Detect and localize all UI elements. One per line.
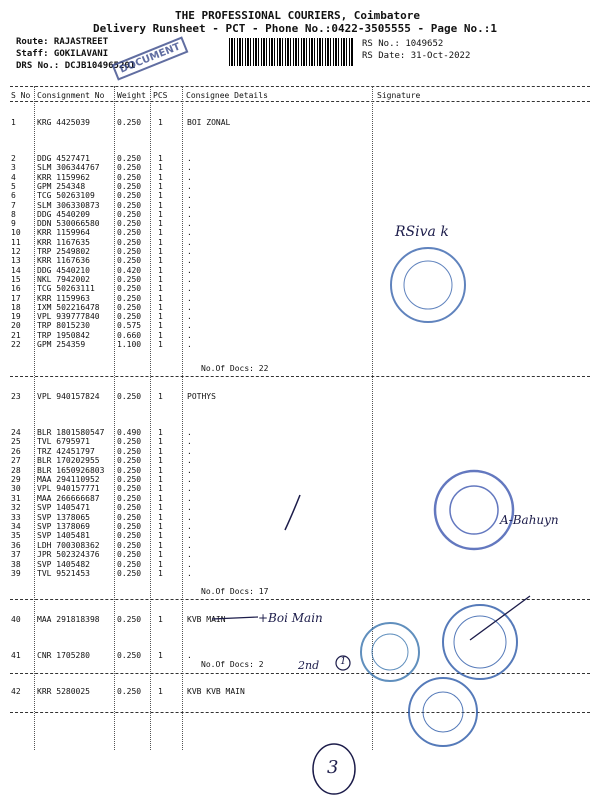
row-details: . <box>187 154 192 163</box>
row-consignment: KRR 1159964 <box>37 228 90 238</box>
row-weight: 1.100 <box>117 340 142 349</box>
row-pcs: 1 <box>158 522 163 531</box>
row-pcs: 1 <box>158 340 163 349</box>
row-weight: 0.250 <box>117 312 142 322</box>
row-pcs: 1 <box>158 284 163 294</box>
row-pcs: 1 <box>158 512 163 522</box>
row-consignment: TCG 50263111 <box>37 284 95 294</box>
row-details: . <box>187 493 192 503</box>
row-weight: 0.250 <box>117 219 142 229</box>
row-details: . <box>187 522 192 531</box>
row-consignment: DDG 4527471 <box>37 154 90 163</box>
row-sno: 4 <box>11 172 16 182</box>
row-sno: 29 <box>11 475 21 484</box>
row-details: . <box>187 340 192 349</box>
row-details: KVB MAIN <box>187 615 226 624</box>
row-sno: 10 <box>11 228 21 238</box>
row-weight: 0.250 <box>117 118 142 127</box>
runsheet-subtitle: Delivery Runsheet - PCT - Phone No.:0422-3505555 - Page No.:1 <box>93 22 497 35</box>
row-details: . <box>187 465 192 475</box>
row-pcs: 1 <box>158 503 163 513</box>
row-weight: 0.250 <box>117 200 142 210</box>
row-consignment: TRP 8015230 <box>37 321 90 331</box>
row-weight: 0.250 <box>117 209 142 219</box>
signature-boi: RSiva k <box>395 224 449 240</box>
row-sno: 39 <box>11 569 21 578</box>
row-sno: 31 <box>11 493 21 503</box>
row-weight: 0.250 <box>117 559 142 569</box>
row-consignment: JPR 502324376 <box>37 550 100 560</box>
row-weight: 0.250 <box>117 456 142 466</box>
row-consignment: TRZ 42451797 <box>37 446 95 456</box>
row-details: . <box>187 321 192 331</box>
row-sno: 15 <box>11 274 21 284</box>
row-sno: 28 <box>11 465 21 475</box>
row-pcs: 1 <box>158 247 163 256</box>
row-sno: 25 <box>11 437 21 447</box>
row-details: . <box>187 330 192 340</box>
row-sno: 16 <box>11 284 21 294</box>
row-pcs: 1 <box>158 293 163 303</box>
row-consignment: DDG 4540209 <box>37 209 90 219</box>
row-weight: 0.490 <box>117 428 142 437</box>
row-weight: 0.250 <box>117 274 142 284</box>
row-details: . <box>187 428 192 437</box>
row-consignment: TVL 9521453 <box>37 569 90 578</box>
row-sno: 7 <box>11 200 16 210</box>
row-sno: 36 <box>11 540 21 550</box>
row-weight: 0.250 <box>117 446 142 456</box>
row-details: . <box>187 256 192 266</box>
row-consignment: TCG 50263109 <box>37 191 95 201</box>
row-details: . <box>187 531 192 541</box>
row-details: . <box>187 475 192 484</box>
row-details: . <box>187 284 192 294</box>
row-consignment: BLR 1801580547 <box>37 428 105 437</box>
row-weight: 0.660 <box>117 330 142 340</box>
group1-docs-count: No.Of Docs: 22 <box>201 364 269 373</box>
row-consignment: SVP 1378069 <box>37 522 90 531</box>
row-consignment: IXM 502216478 <box>37 302 100 312</box>
row-weight: 0.250 <box>117 181 142 191</box>
row-pcs: 1 <box>158 428 163 437</box>
row-sno: 21 <box>11 330 21 340</box>
col-header-details: Consignee Details <box>186 91 268 100</box>
row-consignment: KRR 1159963 <box>37 293 90 303</box>
row-pcs: 1 <box>158 651 163 660</box>
row-pcs: 1 <box>158 559 163 569</box>
row-pcs: 1 <box>158 531 163 541</box>
row-pcs: 1 <box>158 392 163 401</box>
row-details: KVB KVB MAIN <box>187 687 245 696</box>
row-consignment: VPL 940157771 <box>37 484 100 494</box>
row-details: . <box>187 172 192 182</box>
row-weight: 0.250 <box>117 484 142 494</box>
pen-stroke <box>285 495 300 530</box>
row-consignment: TRP 1950842 <box>37 330 90 340</box>
row-details: . <box>187 503 192 513</box>
boi-round-stamp <box>391 248 465 322</box>
row-pcs: 1 <box>158 550 163 560</box>
row-details: . <box>187 200 192 210</box>
row-sno: 22 <box>11 340 21 349</box>
row-pcs: 1 <box>158 256 163 266</box>
row-sno: 24 <box>11 428 21 437</box>
row-pcs: 1 <box>158 163 163 173</box>
staff-label: Staff: GOKILAVANI <box>16 49 109 59</box>
col-header-consignment: Consignment No <box>37 91 105 100</box>
row-pcs: 1 <box>158 615 163 624</box>
row-pcs: 1 <box>158 569 163 578</box>
row-pcs: 1 <box>158 200 163 210</box>
row-sno: 19 <box>11 312 21 322</box>
row-details: . <box>187 512 192 522</box>
handwritten-note-2nd: 2nd <box>298 659 320 672</box>
row-details: . <box>187 456 192 466</box>
row-pcs: 1 <box>158 181 163 191</box>
row-sno: 34 <box>11 522 21 531</box>
handwritten-page-number: 3 <box>327 757 339 778</box>
row-details: . <box>187 540 192 550</box>
row-consignment: SLM 306330873 <box>37 200 100 210</box>
row-details: . <box>187 312 192 322</box>
row-weight: 0.250 <box>117 284 142 294</box>
row-consignment: SVP 1405482 <box>37 559 90 569</box>
row-consignment: GPM 254348 <box>37 181 86 191</box>
row-weight: 0.250 <box>117 531 142 541</box>
row-weight: 0.250 <box>117 615 142 624</box>
row-pcs: 1 <box>158 540 163 550</box>
handwritten-circled-1: 1 <box>340 656 347 667</box>
row-details: . <box>187 302 192 312</box>
row-details: . <box>187 293 192 303</box>
row-consignment: DDG 4540210 <box>37 265 90 275</box>
row-pcs: 1 <box>158 456 163 466</box>
row-consignment: BLR 1650926803 <box>37 465 105 475</box>
row-consignment: DDN 530066580 <box>37 219 100 229</box>
row-consignment: GPM 254359 <box>37 340 86 349</box>
row-consignment: VPL 940157824 <box>37 392 100 401</box>
row-sno: 5 <box>11 181 16 191</box>
row-consignment: MAA 294110952 <box>37 475 100 484</box>
row-details: . <box>187 181 192 191</box>
row-sno: 33 <box>11 512 21 522</box>
row-details: . <box>187 437 192 447</box>
boi-cbe-stamp <box>443 605 517 679</box>
handwritten-note-main: +Boi Main <box>258 611 323 625</box>
signature-pothys: A-Bahuyn <box>500 513 559 527</box>
row-weight: 0.250 <box>117 256 142 266</box>
row-weight: 0.250 <box>117 465 142 475</box>
row-sno: 1 <box>11 118 16 127</box>
row-sno: 38 <box>11 559 21 569</box>
row-pcs: 1 <box>158 437 163 447</box>
row-weight: 0.250 <box>117 154 142 163</box>
row-consignment: KRR 1167636 <box>37 256 90 266</box>
row-weight: 0.250 <box>117 522 142 531</box>
row-pcs: 1 <box>158 265 163 275</box>
row-consignment: KRR 1159962 <box>37 172 90 182</box>
row-consignment: TRP 2549802 <box>37 247 90 256</box>
row-weight: 0.250 <box>117 392 142 401</box>
row-weight: 0.250 <box>117 247 142 256</box>
row-pcs: 1 <box>158 154 163 163</box>
signature-stroke <box>470 596 530 640</box>
row-pcs: 1 <box>158 302 163 312</box>
row-consignment: KRR 1167635 <box>37 237 90 247</box>
row-consignment: SVP 1378065 <box>37 512 90 522</box>
row-sno: 9 <box>11 219 16 229</box>
col-header-signature: Signature <box>377 91 421 100</box>
group3-docs-count: No.Of Docs: 2 <box>201 660 264 669</box>
row-details: . <box>187 484 192 494</box>
row-pcs: 1 <box>158 209 163 219</box>
row-weight: 0.250 <box>117 191 142 201</box>
row-pcs: 1 <box>158 274 163 284</box>
row-consignment: MAA 266666687 <box>37 493 100 503</box>
row-weight: 0.250 <box>117 237 142 247</box>
row-sno: 20 <box>11 321 21 331</box>
pothys-round-stamp <box>435 471 513 549</box>
row-pcs: 1 <box>158 219 163 229</box>
row-sno: 11 <box>11 237 21 247</box>
row-details: . <box>187 265 192 275</box>
row-weight: 0.575 <box>117 321 142 331</box>
row-details: . <box>187 446 192 456</box>
row-pcs: 1 <box>158 228 163 238</box>
row-sno: 41 <box>11 651 21 660</box>
row-weight: 0.250 <box>117 540 142 550</box>
row-pcs: 1 <box>158 484 163 494</box>
row-consignment: SLM 306344767 <box>37 163 100 173</box>
row-sno: 8 <box>11 209 16 219</box>
row-weight: 0.250 <box>117 437 142 447</box>
row-details: . <box>187 569 192 578</box>
row-sno: 2 <box>11 154 16 163</box>
rs-number: RS No.: 1049652 <box>362 39 444 49</box>
row-details: . <box>187 274 192 284</box>
row-pcs: 1 <box>158 493 163 503</box>
row-weight: 0.250 <box>117 228 142 238</box>
row-sno: 40 <box>11 615 21 624</box>
row-sno: 23 <box>11 392 21 401</box>
row-consignment: SVP 1405481 <box>37 531 90 541</box>
row-sno: 14 <box>11 265 21 275</box>
row-weight: 0.250 <box>117 687 142 696</box>
row-pcs: 1 <box>158 465 163 475</box>
row-consignment: LDH 700308362 <box>37 540 100 550</box>
row-consignment: BLR 170202955 <box>37 456 100 466</box>
col-header-sno: S No <box>11 91 31 100</box>
document-stamp: DOCUMENT <box>112 36 189 80</box>
row-pcs: 1 <box>158 687 163 696</box>
row-details: . <box>187 209 192 219</box>
row-pcs: 1 <box>158 330 163 340</box>
row-details: BOI ZONAL <box>187 118 231 127</box>
row-consignment: MAA 291818398 <box>37 615 100 624</box>
route-label: Route: RAJASTREET <box>16 37 109 47</box>
row-pcs: 1 <box>158 191 163 201</box>
row-weight: 0.420 <box>117 265 142 275</box>
row-consignment: KRG 4425039 <box>37 118 90 127</box>
row-pcs: 1 <box>158 475 163 484</box>
row-details: . <box>187 228 192 238</box>
row-pcs: 1 <box>158 321 163 331</box>
rs-date: RS Date: 31-Oct-2022 <box>362 51 471 61</box>
row-sno: 18 <box>11 302 21 312</box>
row-details: . <box>187 237 192 247</box>
row-weight: 0.250 <box>117 550 142 560</box>
row-pcs: 1 <box>158 446 163 456</box>
row-details: . <box>187 191 192 201</box>
row-weight: 0.250 <box>117 302 142 312</box>
row-sno: 42 <box>11 687 21 696</box>
strike-line <box>212 617 258 619</box>
row-sno: 37 <box>11 550 21 560</box>
row-weight: 0.250 <box>117 503 142 513</box>
row-consignment: SVP 1405471 <box>37 503 90 513</box>
row-details: . <box>187 550 192 560</box>
row-pcs: 1 <box>158 172 163 182</box>
row-sno: 13 <box>11 256 21 266</box>
kvb-main-stamp <box>409 678 477 746</box>
row-pcs: 1 <box>158 118 163 127</box>
drs-number: DRS No.: DCJB104965201 <box>16 61 136 71</box>
row-details: . <box>187 651 192 660</box>
row-details: . <box>187 247 192 256</box>
row-sno: 35 <box>11 531 21 541</box>
row-sno: 32 <box>11 503 21 513</box>
company-title: THE PROFESSIONAL COURIERS, Coimbatore <box>175 9 421 22</box>
row-consignment: TVL 6795971 <box>37 437 90 447</box>
row-consignment: VPL 939777840 <box>37 312 100 322</box>
row-weight: 0.250 <box>117 163 142 173</box>
row-consignment: NKL 7942002 <box>37 274 90 284</box>
row-sno: 12 <box>11 247 21 256</box>
row-consignment: KRR 5280025 <box>37 687 90 696</box>
col-header-weight: Weight <box>117 91 146 100</box>
row-weight: 0.250 <box>117 651 142 660</box>
row-details: . <box>187 559 192 569</box>
row-sno: 3 <box>11 163 16 173</box>
row-weight: 0.250 <box>117 172 142 182</box>
row-sno: 27 <box>11 456 21 466</box>
group2-docs-count: No.Of Docs: 17 <box>201 587 269 596</box>
row-details: POTHYS <box>187 392 216 401</box>
row-sno: 6 <box>11 191 16 201</box>
row-sno: 26 <box>11 446 21 456</box>
row-weight: 0.250 <box>117 475 142 484</box>
row-weight: 0.250 <box>117 293 142 303</box>
row-sno: 30 <box>11 484 21 494</box>
row-pcs: 1 <box>158 312 163 322</box>
row-weight: 0.250 <box>117 569 142 578</box>
row-sno: 17 <box>11 293 21 303</box>
row-weight: 0.250 <box>117 493 142 503</box>
row-weight: 0.250 <box>117 512 142 522</box>
col-header-pcs: PCS <box>153 91 168 100</box>
row-pcs: 1 <box>158 237 163 247</box>
row-details: . <box>187 219 192 229</box>
kvb-round-stamp <box>361 623 419 681</box>
row-details: . <box>187 163 192 173</box>
row-consignment: CNR 1705280 <box>37 651 90 660</box>
